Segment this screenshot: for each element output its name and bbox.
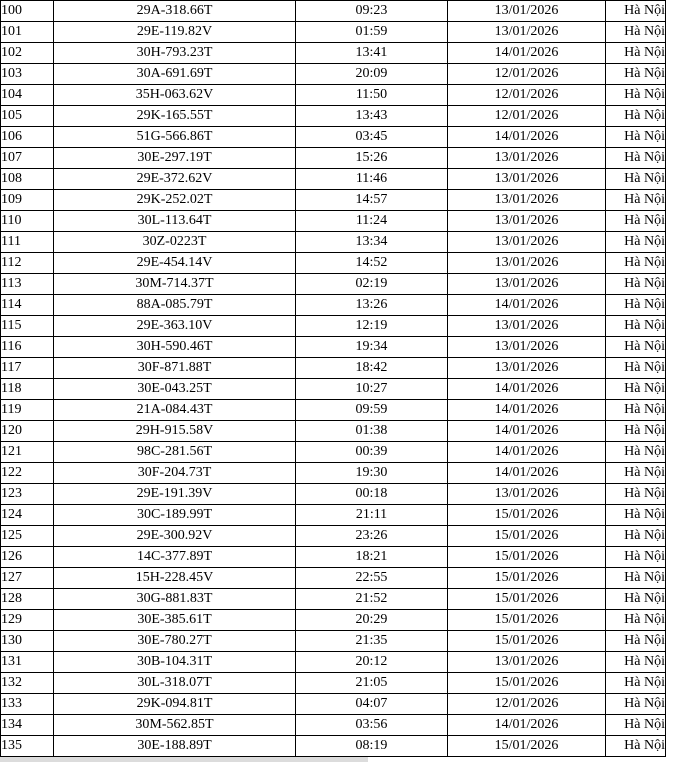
date-cell: 14/01/2026 bbox=[448, 715, 606, 736]
date-cell: 13/01/2026 bbox=[448, 316, 606, 337]
city-cell: Hà Nội bbox=[606, 211, 666, 232]
time-cell: 13:26 bbox=[296, 295, 448, 316]
license-plate-cell: 29E-119.82V bbox=[54, 22, 296, 43]
city-cell: Hà Nội bbox=[606, 379, 666, 400]
city-cell: Hà Nội bbox=[606, 274, 666, 295]
row-number-cell: 127 bbox=[1, 568, 54, 589]
row-number-cell: 103 bbox=[1, 64, 54, 85]
license-plate-cell: 98C-281.56T bbox=[54, 442, 296, 463]
license-plate-cell: 30Z-0223T bbox=[54, 232, 296, 253]
row-number-cell: 133 bbox=[1, 694, 54, 715]
row-number-cell: 126 bbox=[1, 547, 54, 568]
license-plate-cell: 29H-915.58V bbox=[54, 421, 296, 442]
city-cell: Hà Nội bbox=[606, 442, 666, 463]
license-plate-cell: 30F-871.88T bbox=[54, 358, 296, 379]
time-cell: 23:26 bbox=[296, 526, 448, 547]
table-row bbox=[1, 589, 666, 610]
city-cell: Hà Nội bbox=[606, 85, 666, 106]
table-row bbox=[1, 421, 666, 442]
time-cell: 01:59 bbox=[296, 22, 448, 43]
date-cell: 13/01/2026 bbox=[448, 22, 606, 43]
city-cell: Hà Nội bbox=[606, 610, 666, 631]
city-cell: Hà Nội bbox=[606, 400, 666, 421]
table-row bbox=[1, 127, 666, 148]
time-cell: 13:34 bbox=[296, 232, 448, 253]
time-cell: 18:42 bbox=[296, 358, 448, 379]
date-cell: 15/01/2026 bbox=[448, 736, 606, 757]
row-number-cell: 129 bbox=[1, 610, 54, 631]
city-cell: Hà Nội bbox=[606, 253, 666, 274]
date-cell: 12/01/2026 bbox=[448, 694, 606, 715]
city-cell: Hà Nội bbox=[606, 715, 666, 736]
table-row bbox=[1, 169, 666, 190]
time-cell: 09:23 bbox=[296, 1, 448, 22]
time-cell: 04:07 bbox=[296, 694, 448, 715]
table-row bbox=[1, 631, 666, 652]
city-cell: Hà Nội bbox=[606, 148, 666, 169]
license-plate-cell: 29E-300.92V bbox=[54, 526, 296, 547]
row-number-cell: 113 bbox=[1, 274, 54, 295]
license-plate-cell: 30E-297.19T bbox=[54, 148, 296, 169]
date-cell: 14/01/2026 bbox=[448, 442, 606, 463]
time-cell: 11:46 bbox=[296, 169, 448, 190]
license-plate-cell: 30M-714.37T bbox=[54, 274, 296, 295]
time-cell: 19:30 bbox=[296, 463, 448, 484]
city-cell: Hà Nội bbox=[606, 337, 666, 358]
row-number-cell: 122 bbox=[1, 463, 54, 484]
city-cell: Hà Nội bbox=[606, 463, 666, 484]
table-row bbox=[1, 547, 666, 568]
date-cell: 13/01/2026 bbox=[448, 253, 606, 274]
time-cell: 02:19 bbox=[296, 274, 448, 295]
time-cell: 10:27 bbox=[296, 379, 448, 400]
city-cell: Hà Nội bbox=[606, 295, 666, 316]
time-cell: 22:55 bbox=[296, 568, 448, 589]
date-cell: 15/01/2026 bbox=[448, 589, 606, 610]
row-number-cell: 106 bbox=[1, 127, 54, 148]
time-cell: 21:35 bbox=[296, 631, 448, 652]
table-row bbox=[1, 337, 666, 358]
time-cell: 21:05 bbox=[296, 673, 448, 694]
time-cell: 21:52 bbox=[296, 589, 448, 610]
date-cell: 14/01/2026 bbox=[448, 127, 606, 148]
time-cell: 11:50 bbox=[296, 85, 448, 106]
table-row bbox=[1, 211, 666, 232]
license-plate-cell: 29A-318.66T bbox=[54, 1, 296, 22]
license-plate-cell: 30B-104.31T bbox=[54, 652, 296, 673]
time-cell: 20:09 bbox=[296, 64, 448, 85]
license-plate-cell: 29E-454.14V bbox=[54, 253, 296, 274]
date-cell: 13/01/2026 bbox=[448, 652, 606, 673]
table-row bbox=[1, 442, 666, 463]
row-number-cell: 119 bbox=[1, 400, 54, 421]
date-cell: 13/01/2026 bbox=[448, 148, 606, 169]
license-plate-cell: 21A-084.43T bbox=[54, 400, 296, 421]
date-cell: 12/01/2026 bbox=[448, 64, 606, 85]
date-cell: 15/01/2026 bbox=[448, 547, 606, 568]
date-cell: 13/01/2026 bbox=[448, 274, 606, 295]
license-plate-cell: 30C-189.99T bbox=[54, 505, 296, 526]
date-cell: 15/01/2026 bbox=[448, 526, 606, 547]
city-cell: Hà Nội bbox=[606, 316, 666, 337]
table-row bbox=[1, 232, 666, 253]
date-cell: 15/01/2026 bbox=[448, 673, 606, 694]
table-row bbox=[1, 694, 666, 715]
table-row bbox=[1, 568, 666, 589]
license-plate-cell: 30H-590.46T bbox=[54, 337, 296, 358]
date-cell: 13/01/2026 bbox=[448, 232, 606, 253]
date-cell: 15/01/2026 bbox=[448, 568, 606, 589]
date-cell: 15/01/2026 bbox=[448, 505, 606, 526]
city-cell: Hà Nội bbox=[606, 547, 666, 568]
city-cell: Hà Nội bbox=[606, 694, 666, 715]
time-cell: 20:12 bbox=[296, 652, 448, 673]
city-cell: Hà Nội bbox=[606, 568, 666, 589]
table-row bbox=[1, 484, 666, 505]
time-cell: 13:41 bbox=[296, 43, 448, 64]
license-plate-cell: 30G-881.83T bbox=[54, 589, 296, 610]
table-row bbox=[1, 85, 666, 106]
row-number-cell: 112 bbox=[1, 253, 54, 274]
row-number-cell: 102 bbox=[1, 43, 54, 64]
time-cell: 12:19 bbox=[296, 316, 448, 337]
time-cell: 14:57 bbox=[296, 190, 448, 211]
date-cell: 13/01/2026 bbox=[448, 169, 606, 190]
date-cell: 13/01/2026 bbox=[448, 211, 606, 232]
license-plate-cell: 30M-562.85T bbox=[54, 715, 296, 736]
table-row bbox=[1, 253, 666, 274]
table-row bbox=[1, 652, 666, 673]
row-number-cell: 135 bbox=[1, 736, 54, 757]
row-number-cell: 114 bbox=[1, 295, 54, 316]
city-cell: Hà Nội bbox=[606, 169, 666, 190]
table-row bbox=[1, 610, 666, 631]
table-row bbox=[1, 400, 666, 421]
row-number-cell: 111 bbox=[1, 232, 54, 253]
license-plate-cell: 51G-566.86T bbox=[54, 127, 296, 148]
license-plate-cell: 15H-228.45V bbox=[54, 568, 296, 589]
row-number-cell: 116 bbox=[1, 337, 54, 358]
row-number-cell: 117 bbox=[1, 358, 54, 379]
license-plate-cell: 29K-094.81T bbox=[54, 694, 296, 715]
table-row bbox=[1, 463, 666, 484]
license-plate-cell: 30E-385.61T bbox=[54, 610, 296, 631]
row-number-cell: 125 bbox=[1, 526, 54, 547]
time-cell: 14:52 bbox=[296, 253, 448, 274]
city-cell: Hà Nội bbox=[606, 232, 666, 253]
date-cell: 12/01/2026 bbox=[448, 106, 606, 127]
city-cell: Hà Nội bbox=[606, 631, 666, 652]
table-row bbox=[1, 295, 666, 316]
time-cell: 13:43 bbox=[296, 106, 448, 127]
table-row bbox=[1, 715, 666, 736]
row-number-cell: 105 bbox=[1, 106, 54, 127]
date-cell: 14/01/2026 bbox=[448, 463, 606, 484]
time-cell: 11:24 bbox=[296, 211, 448, 232]
date-cell: 12/01/2026 bbox=[448, 85, 606, 106]
table-row bbox=[1, 148, 666, 169]
time-cell: 08:19 bbox=[296, 736, 448, 757]
date-cell: 14/01/2026 bbox=[448, 400, 606, 421]
license-plate-cell: 30E-043.25T bbox=[54, 379, 296, 400]
city-cell: Hà Nội bbox=[606, 106, 666, 127]
city-cell: Hà Nội bbox=[606, 22, 666, 43]
city-cell: Hà Nội bbox=[606, 43, 666, 64]
license-plate-cell: 29K-252.02T bbox=[54, 190, 296, 211]
city-cell: Hà Nội bbox=[606, 589, 666, 610]
city-cell: Hà Nội bbox=[606, 358, 666, 379]
time-cell: 15:26 bbox=[296, 148, 448, 169]
row-number-cell: 107 bbox=[1, 148, 54, 169]
row-number-cell: 132 bbox=[1, 673, 54, 694]
row-number-cell: 118 bbox=[1, 379, 54, 400]
row-number-cell: 120 bbox=[1, 421, 54, 442]
time-cell: 18:21 bbox=[296, 547, 448, 568]
date-cell: 13/01/2026 bbox=[448, 484, 606, 505]
horizontal-scrollbar[interactable] bbox=[0, 757, 368, 762]
city-cell: Hà Nội bbox=[606, 190, 666, 211]
row-number-cell: 108 bbox=[1, 169, 54, 190]
date-cell: 14/01/2026 bbox=[448, 379, 606, 400]
city-cell: Hà Nội bbox=[606, 505, 666, 526]
license-plate-cell: 30F-204.73T bbox=[54, 463, 296, 484]
table-row bbox=[1, 106, 666, 127]
city-cell: Hà Nội bbox=[606, 526, 666, 547]
row-number-cell: 134 bbox=[1, 715, 54, 736]
time-cell: 21:11 bbox=[296, 505, 448, 526]
license-plate-cell: 30E-188.89T bbox=[54, 736, 296, 757]
license-plate-cell: 29E-372.62V bbox=[54, 169, 296, 190]
table-row bbox=[1, 43, 666, 64]
row-number-cell: 121 bbox=[1, 442, 54, 463]
time-cell: 01:38 bbox=[296, 421, 448, 442]
row-number-cell: 104 bbox=[1, 85, 54, 106]
row-number-cell: 100 bbox=[1, 1, 54, 22]
license-plate-cell: 30L-113.64T bbox=[54, 211, 296, 232]
table-row bbox=[1, 1, 666, 22]
license-plate-cell: 29E-191.39V bbox=[54, 484, 296, 505]
time-cell: 00:18 bbox=[296, 484, 448, 505]
table-row bbox=[1, 22, 666, 43]
table-row bbox=[1, 316, 666, 337]
city-cell: Hà Nội bbox=[606, 64, 666, 85]
city-cell: Hà Nội bbox=[606, 736, 666, 757]
license-plate-cell: 30A-691.69T bbox=[54, 64, 296, 85]
date-cell: 14/01/2026 bbox=[448, 43, 606, 64]
license-plate-cell: 30E-780.27T bbox=[54, 631, 296, 652]
table-row bbox=[1, 190, 666, 211]
license-plate-cell: 30L-318.07T bbox=[54, 673, 296, 694]
row-number-cell: 128 bbox=[1, 589, 54, 610]
city-cell: Hà Nội bbox=[606, 484, 666, 505]
date-cell: 14/01/2026 bbox=[448, 295, 606, 316]
license-plate-cell: 35H-063.62V bbox=[54, 85, 296, 106]
license-plate-cell: 88A-085.79T bbox=[54, 295, 296, 316]
table-row bbox=[1, 379, 666, 400]
license-plate-cell: 29E-363.10V bbox=[54, 316, 296, 337]
city-cell: Hà Nội bbox=[606, 421, 666, 442]
date-cell: 13/01/2026 bbox=[448, 358, 606, 379]
time-cell: 03:56 bbox=[296, 715, 448, 736]
row-number-cell: 123 bbox=[1, 484, 54, 505]
date-cell: 13/01/2026 bbox=[448, 337, 606, 358]
date-cell: 13/01/2026 bbox=[448, 1, 606, 22]
table-row bbox=[1, 736, 666, 757]
date-cell: 13/01/2026 bbox=[448, 190, 606, 211]
row-number-cell: 131 bbox=[1, 652, 54, 673]
row-number-cell: 115 bbox=[1, 316, 54, 337]
time-cell: 09:59 bbox=[296, 400, 448, 421]
time-cell: 03:45 bbox=[296, 127, 448, 148]
city-cell: Hà Nội bbox=[606, 652, 666, 673]
time-cell: 20:29 bbox=[296, 610, 448, 631]
row-number-cell: 109 bbox=[1, 190, 54, 211]
row-number-cell: 124 bbox=[1, 505, 54, 526]
table-row bbox=[1, 358, 666, 379]
table-row bbox=[1, 526, 666, 547]
table-row bbox=[1, 505, 666, 526]
city-cell: Hà Nội bbox=[606, 1, 666, 22]
license-plate-cell: 29K-165.55T bbox=[54, 106, 296, 127]
row-number-cell: 110 bbox=[1, 211, 54, 232]
table-body bbox=[1, 1, 666, 757]
date-cell: 15/01/2026 bbox=[448, 631, 606, 652]
table-row bbox=[1, 673, 666, 694]
city-cell: Hà Nội bbox=[606, 673, 666, 694]
date-cell: 15/01/2026 bbox=[448, 610, 606, 631]
date-cell: 14/01/2026 bbox=[448, 421, 606, 442]
time-cell: 00:39 bbox=[296, 442, 448, 463]
row-number-cell: 130 bbox=[1, 631, 54, 652]
license-plate-cell: 14C-377.89T bbox=[54, 547, 296, 568]
table-row bbox=[1, 274, 666, 295]
row-number-cell: 101 bbox=[1, 22, 54, 43]
city-cell: Hà Nội bbox=[606, 127, 666, 148]
license-plate-cell: 30H-793.23T bbox=[54, 43, 296, 64]
time-cell: 19:34 bbox=[296, 337, 448, 358]
table-row bbox=[1, 64, 666, 85]
